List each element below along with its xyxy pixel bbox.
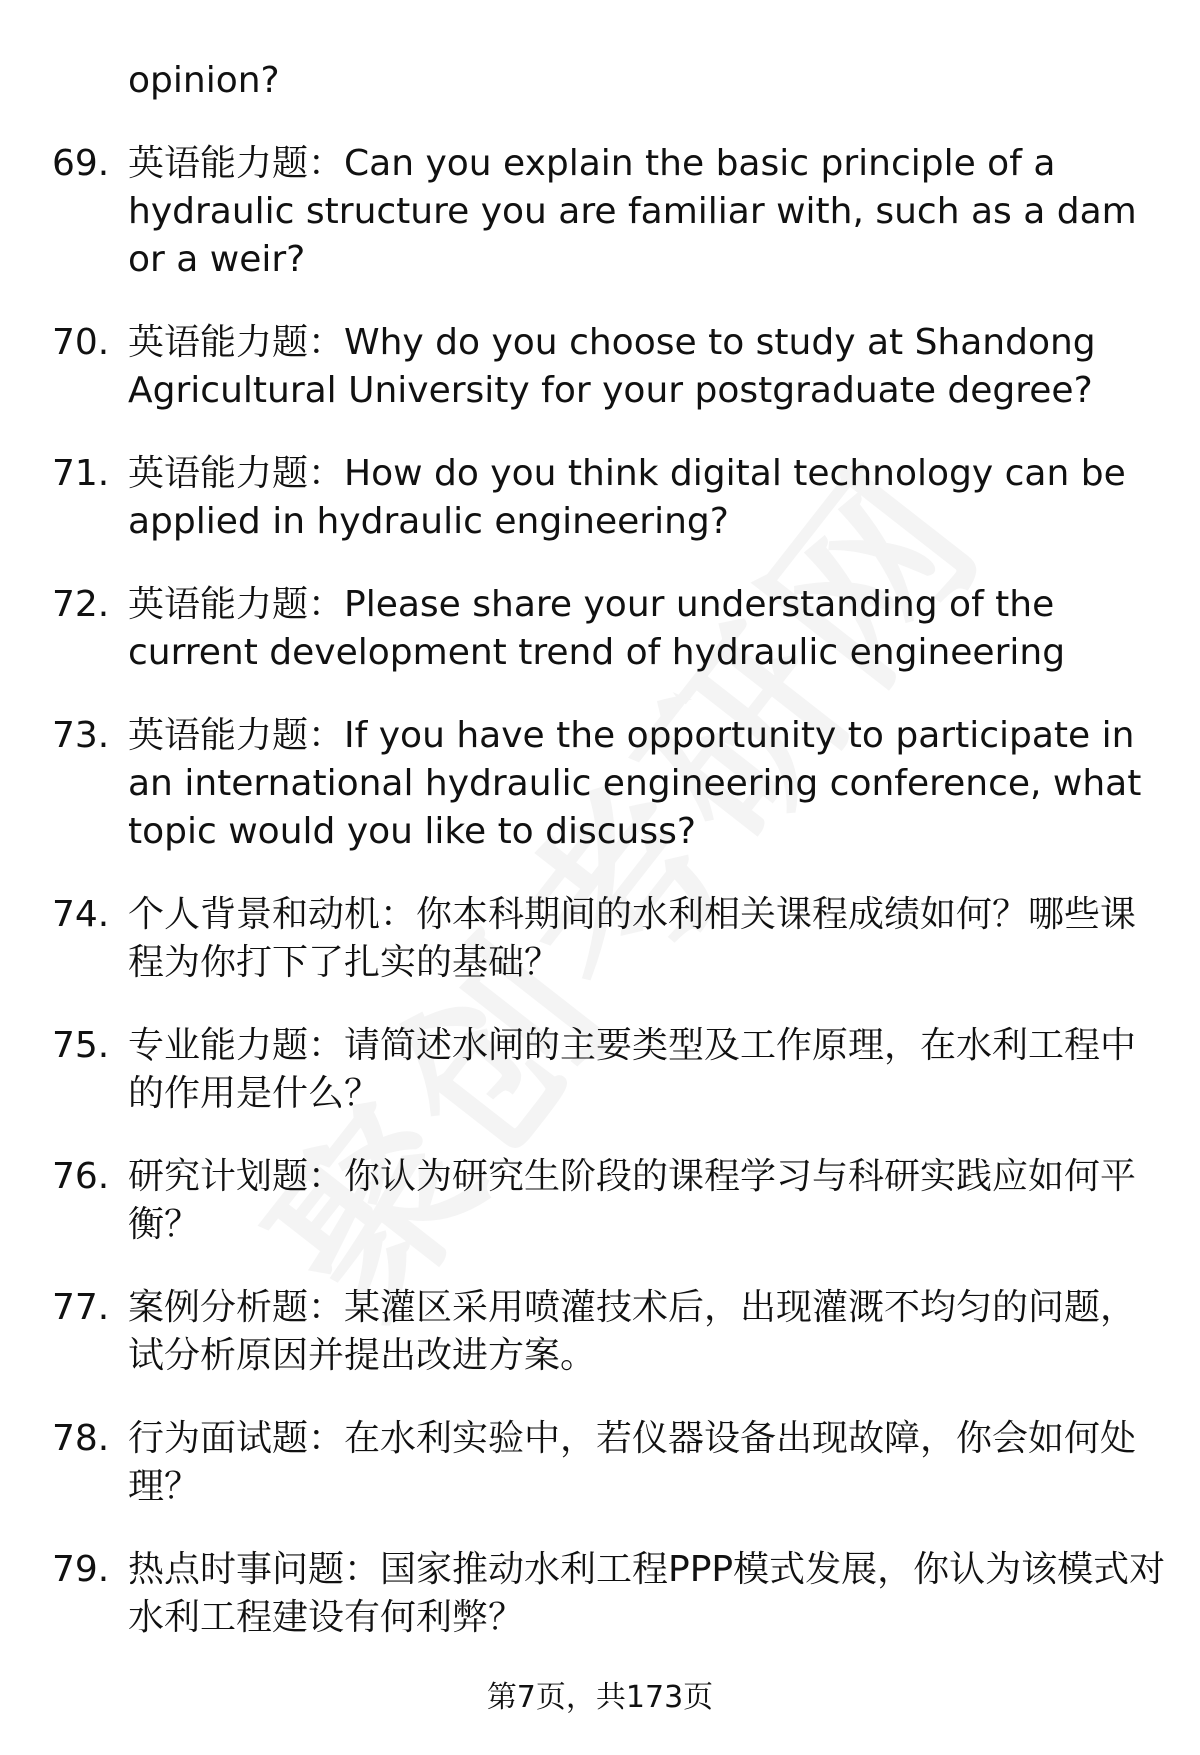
question-number: 70. (52, 322, 110, 363)
question-text: 英语能力题：Please share your understanding of the current development trend of hydraulic engineering (128, 584, 1066, 673)
continuation-text: opinion? (128, 60, 280, 101)
question-number: 73. (52, 715, 110, 756)
list-item (0, 1415, 1168, 1511)
question-number: 69. (52, 143, 110, 184)
list-item (0, 891, 1168, 987)
question-text: 个人背景和动机：你本科期间的水利相关课程成绩如何？哪些课程为你打下了扎实的基础？ (128, 894, 1137, 983)
question-text: 案例分析题：某灌区采用喷灌技术后，出现灌溉不均匀的问题，试分析原因并提出改进方案。 (128, 1287, 1137, 1376)
question-number: 72. (52, 584, 110, 625)
question-text: 专业能力题：请简述水闸的主要类型及工作原理，在水利工程中的作用是什么？ (128, 1025, 1137, 1114)
question-text: 研究计划题：你认为研究生阶段的课程学习与科研实践应如何平衡？ (128, 1156, 1137, 1245)
question-text: 英语能力题：If you have the opportunity to participate in an international hydraulic engineering conference, what topic would you like to discuss? (128, 715, 1142, 852)
list-item (0, 319, 1168, 415)
question-text: 英语能力题：Why do you choose to study at Shandong Agricultural University for your postgraduate degree? (128, 322, 1096, 411)
question-text: 热点时事问题：国家推动水利工程PPP模式发展，你认为该模式对水利工程建设有何利弊？ (128, 1549, 1166, 1638)
question-list (0, 140, 1200, 1677)
list-item (0, 581, 1168, 677)
question-number: 79. (52, 1549, 110, 1590)
list-item (0, 1284, 1168, 1380)
list-item (0, 140, 1168, 284)
question-text: 行为面试题：在水利实验中，若仪器设备出现故障，你会如何处理？ (128, 1418, 1137, 1507)
question-text: 英语能力题：How do you think digital technology can be applied in hydraulic engineering? (128, 453, 1126, 542)
list-item (0, 1153, 1168, 1249)
list-item (0, 1546, 1168, 1642)
question-number: 76. (52, 1156, 110, 1197)
page-number-footer: 第7页，共173页 (486, 1680, 714, 1715)
question-text: 英语能力题：Can you explain the basic principle of a hydraulic structure you are familiar with, such as a dam or a weir? (128, 143, 1137, 280)
question-number: 71. (52, 453, 110, 494)
list-item (0, 450, 1168, 546)
question-number: 75. (52, 1025, 110, 1066)
list-item (0, 712, 1168, 856)
question-number: 74. (52, 894, 110, 935)
question-number: 78. (52, 1418, 110, 1459)
question-number: 77. (52, 1287, 110, 1328)
list-item (0, 1022, 1168, 1118)
